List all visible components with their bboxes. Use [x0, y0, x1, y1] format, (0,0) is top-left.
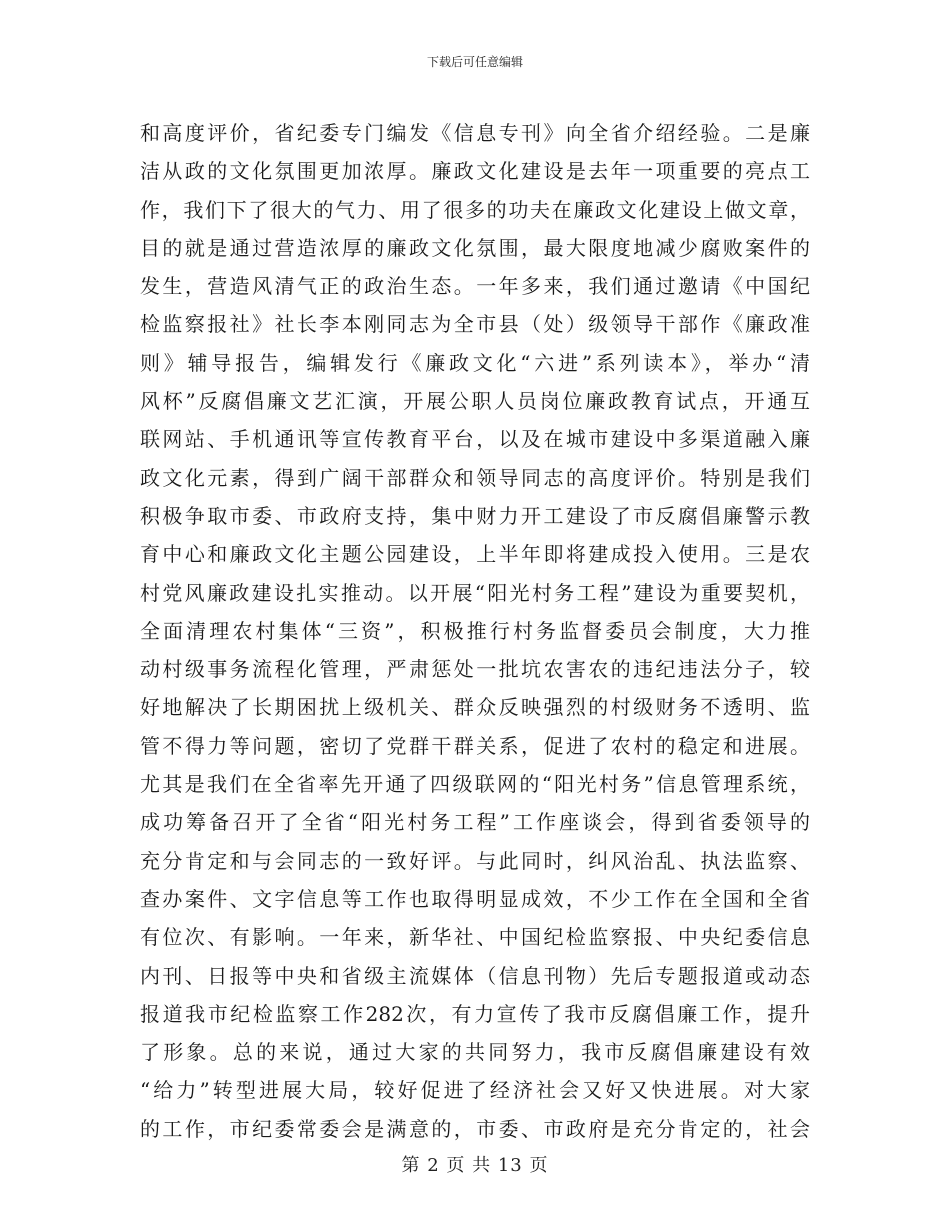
text-line: 检监察报社》社长李本刚同志为全市县（处）级领导干部作《廉政准 — [140, 312, 810, 337]
text-line: 则》辅导报告，编辑发行《廉政文化“六进”系列读本》，举办“清 — [140, 350, 810, 375]
body-text — [140, 114, 810, 1148]
text-line: 和高度评价，省纪委专门编发《信息专刊》向全省介绍经验。二是廉 — [140, 121, 810, 145]
text-line: 政文化元素，得到广阔干部群众和领导同志的高度评价。特别是我们 — [140, 465, 810, 490]
text-line: 尤其是我们在全省率先开通了四级联网的“阳光村务”信息管理系统， — [140, 772, 810, 797]
text-line: 全面清理农村集体“三资”，积极推行村务监督委员会制度，大力推 — [140, 618, 810, 643]
text-line: 目的就是通过营造浓厚的廉政文化氛围，最大限度地减少腐败案件的 — [140, 235, 810, 260]
page-number: 第 2 页 共 13 页 — [401, 1155, 549, 1176]
text-line: 充分肯定和与会同志的一致好评。与此同时，纠风治乱、执法监察、 — [140, 848, 810, 873]
text-line: 查办案件、文字信息等工作也取得明显成效，不少工作在全国和全省 — [140, 886, 810, 911]
text-line: 风杯”反腐倡廉文艺汇演，开展公职人员岗位廉政教育试点，开通互 — [140, 389, 810, 414]
text-line: 有位次、有影响。一年来，新华社、中国纪检监察报、中央纪委信息 — [140, 925, 810, 950]
text-line: 的工作，市纪委常委会是满意的，市委、市政府是充分肯定的，社会 — [140, 1116, 810, 1141]
header-note: 下载后可任意编辑 — [426, 55, 523, 69]
text-line: 发生，营造风清气正的政治生态。一年多来，我们通过邀请《中国纪 — [140, 274, 810, 299]
text-line: 动村级事务流程化管理，严肃惩处一批坑农害农的违纪违法分子，较 — [140, 657, 810, 682]
text-line: 报道我市纪检监察工作282次，有力宣传了我市反腐倡廉工作，提升 — [140, 1001, 810, 1026]
text-line: 内刊、日报等中央和省级主流媒体（信息刊物）先后专题报道或动态 — [140, 963, 810, 988]
text-line: 联网站、手机通讯等宣传教育平台，以及在城市建设中多渠道融入廉 — [140, 427, 810, 452]
text-line: 育中心和廉政文化主题公园建设，上半年即将建成投入使用。三是农 — [140, 542, 810, 567]
text-line: 好地解决了长期困扰上级机关、群众反映强烈的村级财务不透明、监 — [140, 695, 810, 720]
text-line: 成功筹备召开了全省“阳光村务工程”工作座谈会，得到省委领导的 — [140, 810, 810, 835]
text-line: 积极争取市委、市政府支持，集中财力开工建设了市反腐倡廉警示教 — [140, 503, 810, 528]
text-line: 作，我们下了很大的气力、用了很多的功夫在廉政文化建设上做文章， — [140, 197, 810, 222]
text-line: 洁从政的文化氛围更加浓厚。廉政文化建设是去年一项重要的亮点工 — [140, 159, 810, 184]
text-line: 了形象。总的来说，通过大家的共同努力，我市反腐倡廉建设有效 — [140, 1040, 810, 1065]
text-line: “给力”转型进展大局，较好促进了经济社会又好又快进展。对大家 — [140, 1078, 810, 1103]
text-line: 管不得力等问题，密切了党群干群关系，促进了农村的稳定和进展。 — [140, 733, 810, 758]
text-line: 村党风廉政建设扎实推动。以开展“阳光村务工程”建设为重要契机， — [140, 580, 810, 605]
